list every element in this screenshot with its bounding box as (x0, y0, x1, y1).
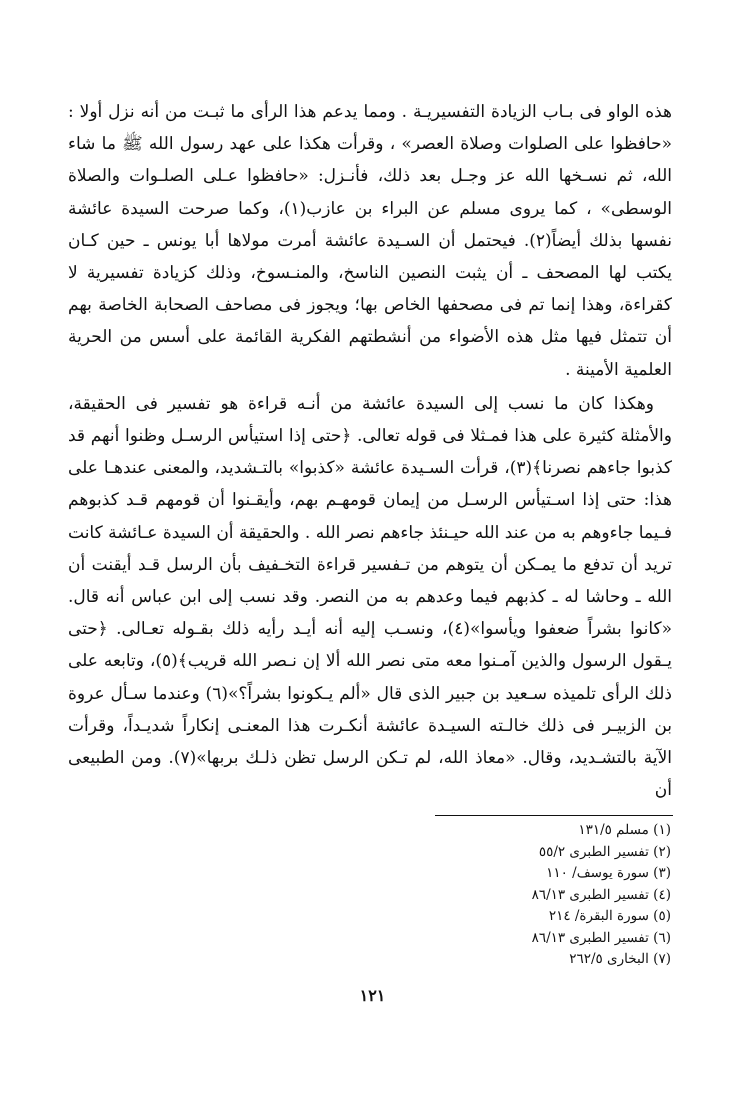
footnote-separator (435, 815, 673, 816)
footnotes (371, 820, 671, 971)
footnote-2: (٢) تفسير الطبرى ٥٥/٢ (538, 843, 671, 860)
footnote-1: (١) مسلم ١٣١/٥ (578, 822, 671, 838)
footnote-7: (٧) البخارى ٢٦٢/٥ (569, 951, 671, 967)
footnote-3: (٣) سورة يوسف/ ١١٠ (546, 865, 671, 881)
footnote-5: (٥) سورة البقرة/ ٢١٤ (548, 908, 671, 924)
footnote-6: (٦) تفسير الطبرى ٨٦/١٣ (531, 929, 671, 946)
page-number: ١٢١ (359, 986, 386, 1005)
main-text (68, 96, 672, 806)
footnote-4: (٤) تفسير الطبرى ٨٦/١٣ (531, 886, 671, 903)
paragraph-2: وهكذا كان ما نسب إلى السيدة عائشة من أنـه قراءة هو تفسير فى الحقيقة، والأمثلة كثيرة على هذا فمـثلا فى قوله تعالى. ﴿حتى إذا استيأس الرسـل وظنوا أنهم قد كذبوا جاءهم نصرنا﴾(٣)، قرأت السـيدة عائشة «كذبوا» بالتـشديد، والمعنى عندهـا على هذا: حتى إذا اسـتيأس الرسـل من إيمان قومهـم بهم، وأيقـنوا أن قومهم قـد كذبوهم فـيما جاءوهم به من عند الله حيـنئذ جاءهم نصر الله . والحقيقة أن السيدة عـائشة كانت تريد أن تدفع ما يمـكن أن يتوهم من تـفسير قراءة التخـفيف بأن الرسل قـد أيقنت أن الله ـ وحاشا له ـ كذبهم فيما وعدهم به من النصر. وقد نسب إلى ابن عباس أنه قال. «كانوا بشراً ضعفوا ويأسوا»(٤)، ونسـب إليه أنه أيـد رأيه ذلك بقـوله تعـالى. ﴿حتى يـقول الرسول والذين آمـنوا معه متى نصر الله ألا إن نـصر الله قريب﴾(٥)، وتابعه على ذلك الرأى تلميذه سـعيد بن جبير الذى قال «ألم يـكونوا بشراً؟»(٦) وعندما سـأل عروة بن الزبيـر فى ذلك خالـته السيـدة عائشة أنكـرت هذا المعنـى إنكاراً شديـداً، وقرأت الآية بالتشـديد، وقال. «معاذ الله، لم تـكن الرسل تظن ذلـك بربها»(٧). ومن الطبيعى أن (68, 393, 672, 801)
paragraph-1: هذه الواو فى بـاب الزيادة التفسيريـة . ومما يدعم هذا الرأى ما ثبـت من أنه نزل أولا : «حافظوا على الصلوات وصلاة العصر» ، وقرأت هكذا على عهد رسول الله ﷺ ما شاء الله، ثم نسـخها الله عز وجـل بعد ذلك، فأنـزل: «حافظوا عـلى الصلـوات والصلاة الوسطى» ، كما يروى مسلم عن البراء بن عازب(١)، وكما صرحت السيدة عائشة نفسها بذلك أيضاً(٢). فيحتمل أن السـيدة عائشة أمرت مولاها أبا يونس ـ حين كـان يكتب لها المصحف ـ أن يثبت النصين الناسخ، والمنـسوخ، وذلك كزيادة تفسيرية لا كقراءة، وهذا إنما تم فى مصحفها الخاص بها؛ ويجوز فى مصاحف الصحابة الخاصة بهم أن تتمثل فيها مثل هذه الأضواء من أنشطتهم الفكرية القائمة على أسس من الحرية العلمية الأمينة . (68, 102, 672, 380)
